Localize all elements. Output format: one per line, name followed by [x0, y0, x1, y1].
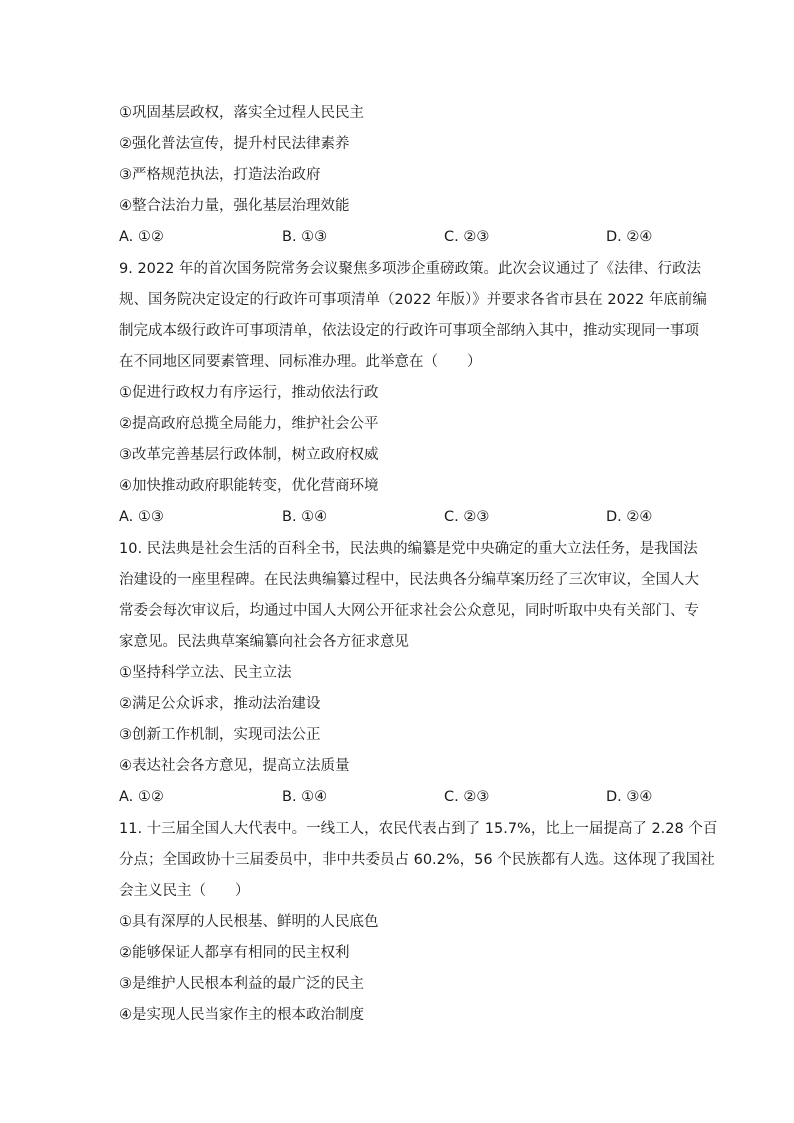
- q10-item-2: ②满足公众诉求，推动法治建设: [119, 696, 321, 712]
- q9-item-2: ②提高政府总揽全局能力，维护社会公平: [119, 416, 379, 432]
- q10-item-1: ①坚持科学立法、民主立法: [119, 665, 292, 681]
- q9-option-a: A. ①③: [119, 509, 164, 525]
- q9-option-b: B. ①④: [282, 509, 328, 525]
- q9-stem-line-3: 制完成本级行政许可事项清单，依法设定的行政许可事项全部纳入其中，推动实现同一事项: [119, 323, 699, 339]
- q9-item-3: ③改革完善基层行政体制，树立政府权威: [119, 447, 379, 463]
- q9-options: [119, 507, 679, 527]
- q9-item-1: ①促进行政权力有序运行，推动依法行政: [119, 385, 379, 401]
- q10-item-3: ③创新工作机制，实现司法公正: [119, 727, 321, 743]
- q9-item-4: ④加快推动政府职能转变，优化营商环境: [119, 478, 379, 494]
- q10-option-b: B. ①④: [282, 789, 328, 805]
- q9-stem-line-1: 9. 2022 年的首次国务院常务会议聚焦多项涉企重磅政策。此次会议通过了《法律、行政法: [119, 261, 701, 277]
- q10-item-4: ④表达社会各方意见，提高立法质量: [119, 758, 350, 774]
- q10-option-d: D. ③④: [606, 789, 653, 805]
- q8-option-d: D. ②④: [606, 229, 653, 245]
- q10-stem-line-1: 10. 民法典是社会生活的百科全书，民法典的编纂是党中央确定的重大立法任务，是我国法: [119, 541, 698, 557]
- q10-stem-line-4: 家意见。民法典草案编纂向社会各方征求意见: [119, 634, 409, 650]
- q8-item-3: ③严格规范执法，打造法治政府: [119, 167, 321, 183]
- q9-stem-line-4: 在不同地区同要素管理、同标准办理。此举意在（ ）: [119, 354, 482, 370]
- q10-stem-line-2: 治建设的一座里程碑。在民法典编纂过程中，民法典各分编草案历经了三次审议，全国人大: [119, 572, 699, 588]
- q8-option-c: C. ②③: [444, 229, 490, 245]
- q11-item-3: ③是维护人民根本利益的最广泛的民主: [119, 976, 364, 992]
- q9-option-c: C. ②③: [444, 509, 490, 525]
- q9-option-d: D. ②④: [606, 509, 653, 525]
- q8-option-a: A. ①②: [119, 229, 164, 245]
- q10-options: [119, 787, 679, 807]
- q11-item-1: ①具有深厚的人民根基、鲜明的人民底色: [119, 914, 379, 930]
- q10-stem-line-3: 常委会每次审议后，均通过中国人大网公开征求社会公众意见，同时听取中央有关部门、专: [119, 603, 699, 619]
- q8-options: [119, 227, 679, 247]
- q8-item-2: ②强化普法宣传，提升村民法律素养: [119, 136, 350, 152]
- q9-stem-line-2: 规、国务院决定设定的行政许可事项清单（2022 年版）》并要求各省市县在 2022 年底前编: [119, 292, 707, 308]
- q11-item-2: ②能够保证人都享有相同的民主权利: [119, 945, 350, 961]
- q10-option-a: A. ①②: [119, 789, 164, 805]
- q8-option-b: B. ①③: [282, 229, 328, 245]
- q11-item-4: ④是实现人民当家作主的根本政治制度: [119, 1007, 364, 1023]
- q8-item-1: ①巩固基层政权，落实全过程人民民主: [119, 105, 364, 121]
- q8-item-4: ④整合法治力量，强化基层治理效能: [119, 198, 350, 214]
- q11-stem-line-3: 会主义民主（ ）: [119, 883, 250, 899]
- q11-stem-line-1: 11. 十三届全国人大代表中。一线工人，农民代表占到了 15.7%，比上一届提高了 2.28 个百: [119, 821, 718, 837]
- q10-option-c: C. ②③: [444, 789, 490, 805]
- q11-stem-line-2: 分点；全国政协十三届委员中，非中共委员占 60.2%，56 个民族都有人选。这体现了我国社: [119, 852, 715, 868]
